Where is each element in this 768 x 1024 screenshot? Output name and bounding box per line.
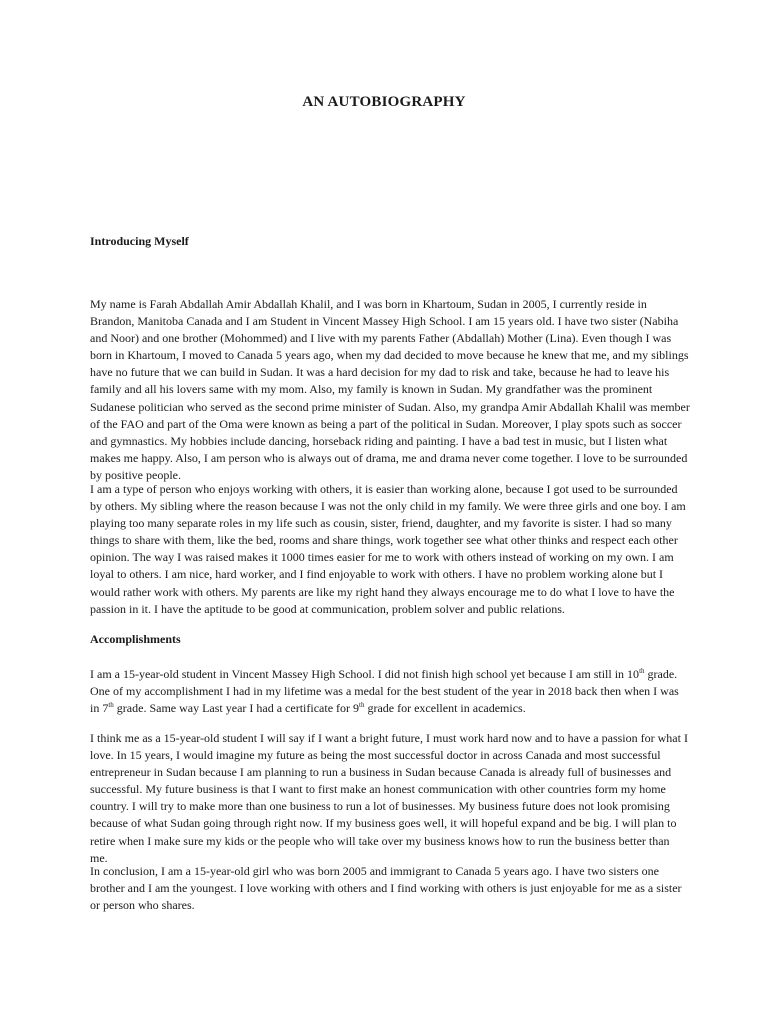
paragraph-introduction: My name is Farah Abdallah Amir Abdallah Khalil, and I was born in Khartoum, Sudan in 2005, I currently reside in Brandon, Manitoba Canada and I am Student in Vincent Massey High School. I am 15 years old. I have two sister (Nabiha and Noor) and one brother (Mohommed) and I live with my parents Father (Abdallah) Mother (Lina). Even though I was born in Khartoum, I moved to Canada 5 years ago, when my dad decided to move because he knew that me, and my siblings have no future that we can build in Sudan. It was a hard decision for my dad to risk and take, because he had to leave his family and all his lovers same with my mom. Also, my family is known in Sudan. My grandfather was the prominent Sudanese politician who served as the second prime minister of Sudan. Also, my grandpa Amir Abdallah Khalil was member of the FAO and part of the Oma were known as being a part of the political in Sudan. Moreover, I play spots such as soccer and gymnastics. My hobbies include dancing, horseback riding and painting. I have a bad test in music, but I listen what makes me happy. Also, I am person who is always out of drama, me and drama never come together. I love to be surrounded by positive people. xyxy=(90,297,690,482)
paragraph-accomplishments-text-a: I am a 15-year-old student in Vincent Massey High School. I did not finish high school yet because I am still in 10 xyxy=(90,667,640,681)
paragraph-accomplishments-text-b: grade. One of my accomplishment I had in my lifetime was a medal for the best student of the year in 2018 back then when I was in 7 xyxy=(90,667,679,716)
paragraph-accomplishments-text-d: grade for excellent in academics. xyxy=(364,701,526,716)
section-heading-introducing-myself: Introducing Myself xyxy=(90,234,189,248)
paragraph-conclusion: In conclusion, I am a 15-year-old girl who was born 2005 and immigrant to Canada 5 years ago. I have two sisters one brother and I am the youngest. I love working with others and I find working with others is just enjoyable for me as a sister or person who shares. xyxy=(90,864,682,913)
paragraph-accomplishments xyxy=(90,666,690,717)
paragraph-accomplishments-text-c: grade. Same way Last year I had a certificate for 9 xyxy=(113,701,360,716)
paragraph-working-with-others: I am a type of person who enjoys working with others, it is easier than working alone, because I got used to be surrounded by others. My sibling where the reason because I was not the only child in my family. We were three girls and one boy. I am playing too many separate roles in my life such as cousin, sister, friend, daughter, and my favorite is sister. I had so many things to share with them, like the bed, rooms and share things, work together see what other thinks and respect each other opinion. The way I was raised makes it 1000 times easier for me to work with others instead of working on my own. I am loyal to others. I am nice, hard worker, and I find enjoyable to work with others. I have no problem working alone but I would rather work with others. My parents are like my right hand they always encourage me to do what I love to have the passion in it. I have the aptitude to be good at communication, problem solver and public relations. xyxy=(90,482,686,616)
document-title: AN AUTOBIOGRAPHY xyxy=(302,94,466,110)
section-heading-accomplishments: Accomplishments xyxy=(90,632,181,646)
paragraph-future: I think me as a 15-year-old student I will say if I want a bright future, I must work hard now and to have a passion for what I love. In 15 years, I would imagine my future as being the most successful doctor in across Canada and most successful entrepreneur in Sudan because I am planning to run a business in Sudan because Canada is already full of businesses and successful. My future business is that I want to first make an honest communication with other countries form my home country. I will try to make more than one business to run a lot of businesses. My business future does not look promising because of what Sudan going through right now. If my business goes well, it will hopeful expand and be big. I will plan to retire when I make sure my kids or the people who will take over my business knows how to run the business better than me. xyxy=(90,731,688,865)
ordinal-superscript-7th: th xyxy=(108,701,114,710)
ordinal-superscript-9th: th xyxy=(359,701,365,710)
ordinal-superscript-10th: th xyxy=(639,667,645,675)
